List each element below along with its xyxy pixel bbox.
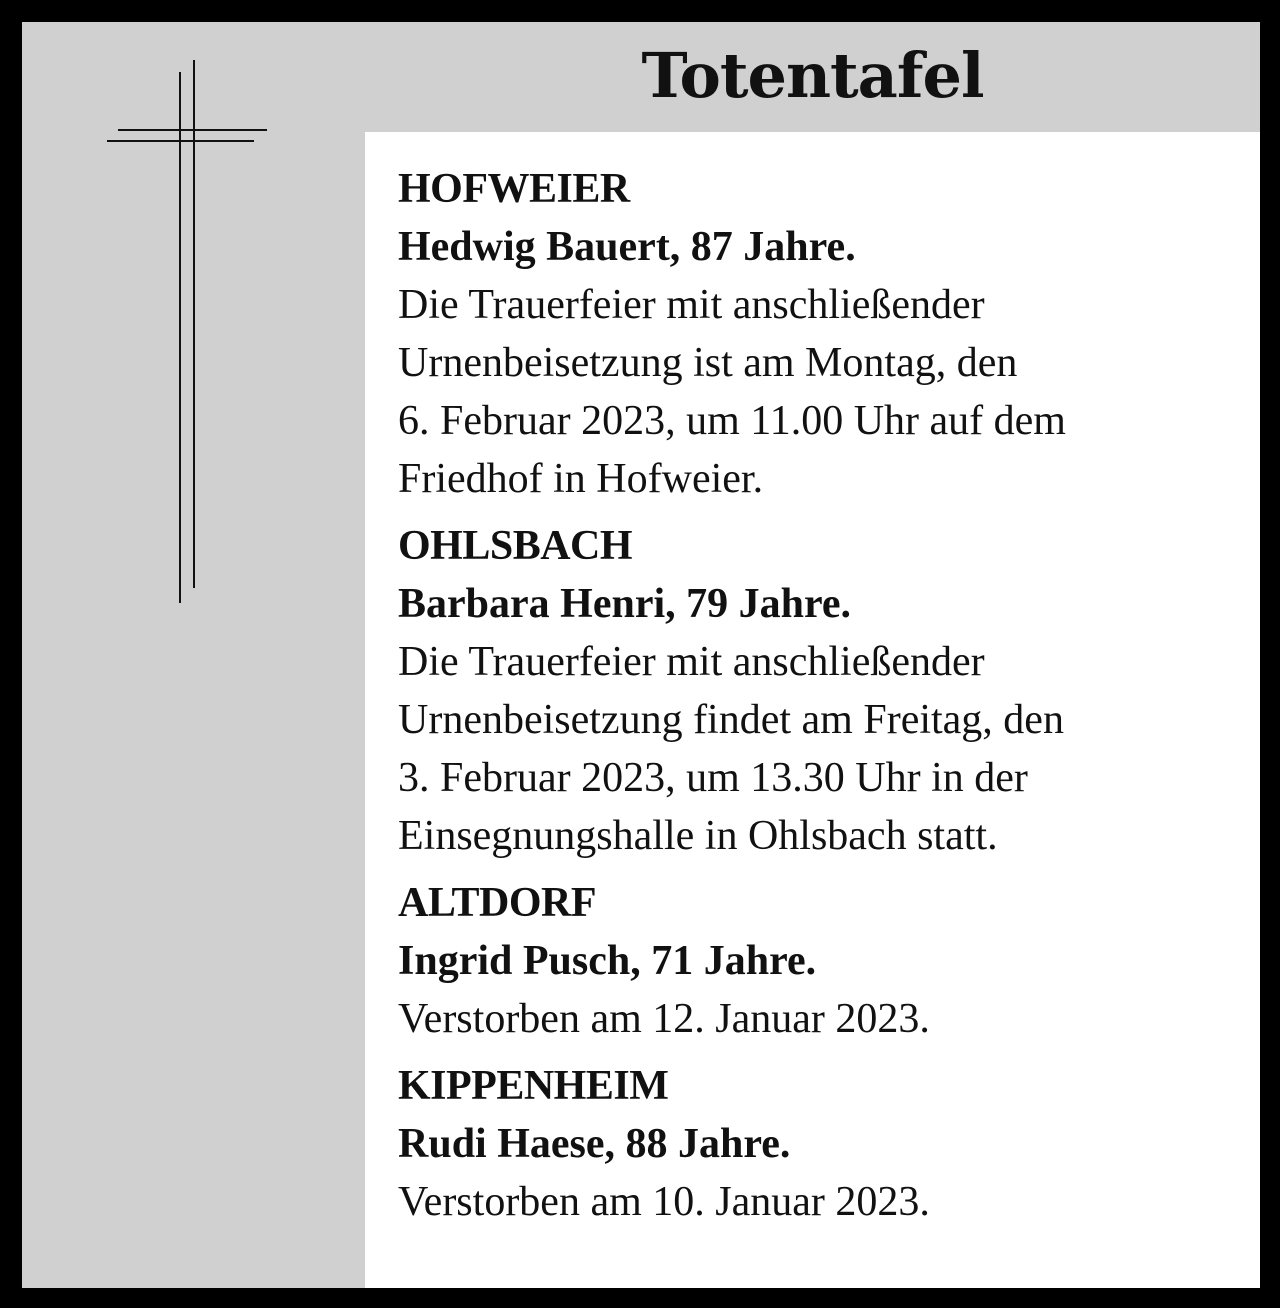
entry-place: HOFWEIER (398, 166, 630, 212)
entry-text-line: Friedhof in Hofweier. (398, 456, 764, 502)
entry-text-line: Einsegnungshalle in Ohlsbach statt. (398, 813, 998, 859)
obituary-list (398, 160, 1248, 1240)
obituary-entry (398, 517, 1248, 865)
entry-name: Barbara Henri, 79 Jahre. (398, 581, 852, 627)
entry-place: ALTDORF (398, 880, 596, 926)
obituary-list-area (365, 132, 1260, 1288)
obituary-entry (398, 874, 1248, 1048)
entry-place: KIPPENHEIM (398, 1063, 669, 1109)
entry-text-line: Die Trauerfeier mit anschließender (398, 282, 985, 328)
entry-text-line: Urnenbeisetzung ist am Montag, den (398, 340, 1018, 386)
entry-text-line: Verstorben am 12. Januar 2023. (398, 996, 930, 1042)
entry-text-line: 3. Februar 2023, um 13.30 Uhr in der (398, 755, 1028, 801)
entry-text-line: Urnenbeisetzung findet am Freitag, den (398, 697, 1064, 743)
entry-text-line: 6. Februar 2023, um 11.00 Uhr auf dem (398, 398, 1066, 444)
cross-icon (102, 58, 272, 608)
obituary-entry (398, 1057, 1248, 1231)
entry-name: Ingrid Pusch, 71 Jahre. (398, 938, 817, 984)
entry-text-line: Verstorben am 10. Januar 2023. (398, 1179, 930, 1225)
entry-name: Hedwig Bauert, 87 Jahre. (398, 224, 856, 270)
obituary-panel (22, 22, 1260, 1288)
entry-name: Rudi Haese, 88 Jahre. (398, 1121, 791, 1167)
obituary-entry (398, 160, 1248, 508)
entry-text-line: Die Trauerfeier mit anschließender (398, 639, 985, 685)
page-title: Totentafel (641, 39, 984, 112)
entry-place: OHLSBACH (398, 523, 633, 569)
